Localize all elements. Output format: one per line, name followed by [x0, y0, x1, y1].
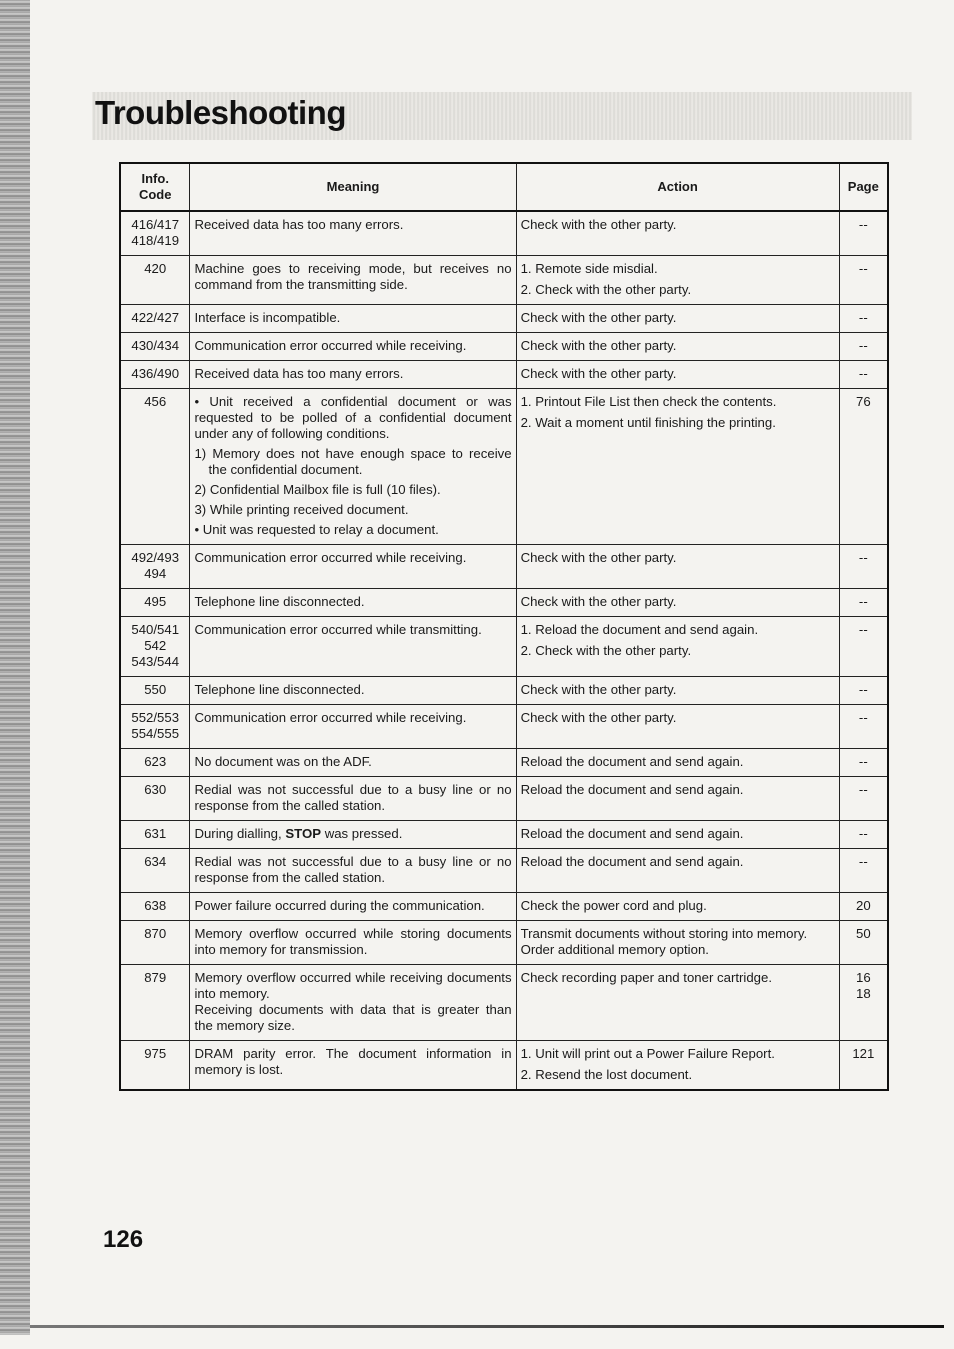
table-row	[120, 305, 888, 333]
table-row	[120, 777, 888, 821]
page-ref: 18	[855, 986, 871, 1001]
action-text: Check with the other party.	[520, 594, 677, 609]
info-code: 456	[144, 394, 167, 409]
meaning-cell	[190, 589, 516, 617]
action-cell	[516, 821, 839, 849]
table-row	[120, 921, 888, 965]
info-code-cell	[120, 705, 190, 749]
info-code: 422/427	[131, 310, 180, 325]
page-ref: 50	[855, 926, 871, 941]
stop-key-label: STOP	[285, 826, 322, 841]
page-ref: 76	[855, 394, 871, 409]
page-ref: --	[858, 366, 868, 381]
table-row	[120, 545, 888, 589]
page-ref: --	[858, 622, 868, 637]
table-row	[120, 677, 888, 705]
action-text: 2. Check with the other party.	[520, 282, 692, 297]
meaning-text: 2) Confidential Mailbox file is full (10 files).	[194, 482, 441, 497]
page-ref: --	[858, 682, 868, 697]
info-code: 550	[144, 682, 167, 697]
page-ref-cell	[839, 705, 888, 749]
page-ref: --	[858, 261, 868, 276]
info-code-cell	[120, 333, 190, 361]
action-text: Check with the other party.	[520, 338, 677, 353]
action-text: Check with the other party.	[520, 366, 677, 381]
info-code-cell	[120, 389, 190, 545]
page-ref-cell	[839, 256, 888, 305]
info-code-cell	[120, 749, 190, 777]
meaning-text-part: was pressed.	[321, 826, 403, 841]
meaning-cell	[190, 893, 516, 921]
action-cell	[516, 893, 839, 921]
table-header-row	[120, 163, 888, 211]
page-ref: --	[858, 754, 868, 769]
action-cell	[516, 589, 839, 617]
action-text: Reload the document and send again.	[520, 782, 744, 797]
meaning-text: Received data has too many errors.	[194, 217, 404, 232]
page-ref: --	[858, 710, 868, 725]
action-text: Reload the document and send again.	[520, 826, 744, 841]
page-ref: --	[858, 310, 868, 325]
action-cell	[516, 211, 839, 256]
action-cell	[516, 677, 839, 705]
meaning-cell	[190, 305, 516, 333]
table-body	[120, 211, 888, 1090]
action-text: Transmit documents without storing into memory.	[520, 926, 808, 941]
meaning-text: Communication error occurred while receiving.	[194, 710, 467, 725]
meaning-cell	[190, 1041, 516, 1091]
page-ref-cell	[839, 389, 888, 545]
meaning-text: Machine goes to receiving mode, but receives no command from the transmitting side.	[194, 261, 512, 292]
page-ref: --	[858, 338, 868, 353]
meaning-cell	[190, 333, 516, 361]
info-code-cell	[120, 849, 190, 893]
meaning-cell	[190, 921, 516, 965]
action-text: Reload the document and send again.	[520, 754, 744, 769]
action-cell	[516, 545, 839, 589]
meaning-text: Communication error occurred while receiving.	[194, 550, 467, 565]
error-code-table	[119, 162, 889, 1091]
info-code-cell	[120, 965, 190, 1041]
page-ref-cell	[839, 211, 888, 256]
meaning-cell	[190, 361, 516, 389]
info-code: 623	[144, 754, 167, 769]
meaning-cell	[190, 545, 516, 589]
action-text: 2. Check with the other party.	[520, 643, 692, 658]
table-row	[120, 1041, 888, 1091]
action-text: Check with the other party.	[520, 310, 677, 325]
meaning-text: Redial was not successful due to a busy line or no response from the called station.	[194, 854, 512, 885]
info-code: 430/434	[131, 338, 180, 353]
page-ref-cell	[839, 589, 888, 617]
meaning-cell	[190, 705, 516, 749]
meaning-text: Communication error occurred while receiving.	[194, 338, 467, 353]
action-cell	[516, 749, 839, 777]
table-row	[120, 705, 888, 749]
page-ref: 20	[855, 898, 871, 913]
action-cell	[516, 777, 839, 821]
action-text: Check recording paper and toner cartridge.	[520, 970, 773, 985]
meaning-text: 3) While printing received document.	[194, 502, 409, 517]
bottom-rule	[30, 1325, 944, 1328]
header-code-label: Code	[138, 187, 172, 202]
action-text: 1. Reload the document and send again.	[520, 622, 759, 637]
action-cell	[516, 705, 839, 749]
action-cell	[516, 921, 839, 965]
page-ref: --	[858, 594, 868, 609]
info-code: 492/493	[131, 550, 180, 565]
page-ref-cell	[839, 849, 888, 893]
info-code-cell	[120, 545, 190, 589]
action-text: Check with the other party.	[520, 710, 677, 725]
info-code: 879	[144, 970, 167, 985]
meaning-text	[194, 826, 511, 842]
meaning-cell	[190, 389, 516, 545]
meaning-text: 1) Memory does not have enough space to receive the confidential document.	[194, 446, 512, 477]
table-row	[120, 849, 888, 893]
action-cell	[516, 1041, 839, 1091]
table-row	[120, 211, 888, 256]
table-row	[120, 821, 888, 849]
meaning-cell	[190, 677, 516, 705]
info-code: 554/555	[131, 726, 180, 741]
page-ref: --	[858, 550, 868, 565]
info-code-cell	[120, 921, 190, 965]
info-code: 543/544	[131, 654, 180, 669]
meaning-text: • Unit received a confidential document or was requested to be polled of a confidential document under any of following conditions.	[194, 394, 512, 441]
action-text: 1. Remote side misdial.	[520, 261, 658, 276]
table-row	[120, 389, 888, 545]
page-ref-cell	[839, 1041, 888, 1091]
action-text: 2. Wait a moment until finishing the printing.	[520, 415, 776, 430]
info-code-cell	[120, 617, 190, 677]
action-cell	[516, 617, 839, 677]
header-meaning: Meaning	[190, 163, 516, 211]
info-code-cell	[120, 777, 190, 821]
header-info-code	[120, 163, 190, 211]
action-cell	[516, 965, 839, 1041]
info-code: 552/553	[131, 710, 180, 725]
page-ref-cell	[839, 921, 888, 965]
meaning-text: DRAM parity error. The document information in memory is lost.	[194, 1046, 512, 1077]
page-ref-cell	[839, 333, 888, 361]
table-row	[120, 893, 888, 921]
page-ref-cell	[839, 965, 888, 1041]
meaning-text: Memory overflow occurred while storing documents into memory for transmission.	[194, 926, 512, 957]
page-ref: --	[858, 782, 868, 797]
info-code-cell	[120, 361, 190, 389]
info-code: 638	[144, 898, 167, 913]
meaning-text: • Unit was requested to relay a document.	[194, 522, 439, 537]
table-row	[120, 589, 888, 617]
info-code-cell	[120, 589, 190, 617]
meaning-text: Communication error occurred while transmitting.	[194, 622, 482, 637]
page-ref: 121	[852, 1046, 875, 1061]
meaning-text: Received data has too many errors.	[194, 366, 404, 381]
info-code: 416/417	[131, 217, 180, 232]
info-code-cell	[120, 305, 190, 333]
page-ref: --	[858, 826, 868, 841]
table-row	[120, 617, 888, 677]
meaning-text-part: During dialling,	[194, 826, 286, 841]
action-cell	[516, 361, 839, 389]
page-ref-cell	[839, 361, 888, 389]
info-code: 870	[144, 926, 167, 941]
info-code: 634	[144, 854, 167, 869]
table-row	[120, 965, 888, 1041]
action-text: 2. Resend the lost document.	[520, 1067, 693, 1082]
meaning-text: No document was on the ADF.	[194, 754, 372, 769]
action-text: Check the power cord and plug.	[520, 898, 707, 913]
scanned-binding-edge	[0, 0, 30, 1335]
error-code-table-wrapper	[119, 162, 889, 1091]
meaning-text: Redial was not successful due to a busy line or no response from the called station.	[194, 782, 512, 813]
meaning-text: Memory overflow occurred while receiving documents into memory.	[194, 970, 512, 1001]
page-ref-cell	[839, 305, 888, 333]
meaning-text: Telephone line disconnected.	[194, 594, 365, 609]
meaning-cell	[190, 211, 516, 256]
page-ref-cell	[839, 545, 888, 589]
action-text: Check with the other party.	[520, 550, 677, 565]
meaning-cell	[190, 821, 516, 849]
action-text: 1. Printout File List then check the contents.	[520, 394, 777, 409]
action-cell	[516, 849, 839, 893]
info-code-cell	[120, 893, 190, 921]
page-ref-cell	[839, 821, 888, 849]
info-code: 436/490	[131, 366, 180, 381]
page-ref: --	[858, 217, 868, 232]
meaning-text: Telephone line disconnected.	[194, 682, 365, 697]
header-info-label: Info.	[141, 171, 169, 186]
info-code-cell	[120, 821, 190, 849]
info-code-cell	[120, 677, 190, 705]
meaning-text: Receiving documents with data that is greater than the memory size.	[194, 1002, 512, 1033]
header-action: Action	[516, 163, 839, 211]
page-title: Troubleshooting	[95, 94, 346, 131]
info-code: 975	[144, 1046, 167, 1061]
meaning-cell	[190, 749, 516, 777]
action-text: Check with the other party.	[520, 682, 677, 697]
info-code-cell	[120, 1041, 190, 1091]
info-code-cell	[120, 211, 190, 256]
page-ref-cell	[839, 777, 888, 821]
action-cell	[516, 305, 839, 333]
page-ref: --	[858, 854, 868, 869]
info-code: 495	[144, 594, 167, 609]
meaning-cell	[190, 849, 516, 893]
action-text: Reload the document and send again.	[520, 854, 744, 869]
info-code: 540/541	[131, 622, 180, 637]
action-cell	[516, 389, 839, 545]
page-number: 126	[103, 1226, 144, 1253]
meaning-text: Interface is incompatible.	[194, 310, 341, 325]
page-ref-cell	[839, 749, 888, 777]
action-text: Check with the other party.	[520, 217, 677, 232]
action-cell	[516, 256, 839, 305]
action-text: 1. Unit will print out a Power Failure Report.	[520, 1046, 775, 1061]
table-row	[120, 749, 888, 777]
page-ref-cell	[839, 893, 888, 921]
table-row	[120, 361, 888, 389]
info-code: 542	[144, 638, 167, 653]
meaning-cell	[190, 965, 516, 1041]
meaning-cell	[190, 617, 516, 677]
page-ref-cell	[839, 677, 888, 705]
info-code: 420	[144, 261, 167, 276]
page-ref-cell	[839, 617, 888, 677]
info-code: 494	[144, 566, 167, 581]
table-row	[120, 256, 888, 305]
info-code: 418/419	[131, 233, 180, 248]
meaning-cell	[190, 256, 516, 305]
action-text: Order additional memory option.	[520, 942, 709, 957]
page-ref: 16	[855, 970, 871, 985]
action-cell	[516, 333, 839, 361]
info-code: 631	[144, 826, 167, 841]
meaning-text: Power failure occurred during the communication.	[194, 898, 485, 913]
info-code-cell	[120, 256, 190, 305]
meaning-cell	[190, 777, 516, 821]
table-row	[120, 333, 888, 361]
header-page: Page	[839, 163, 888, 211]
info-code: 630	[144, 782, 167, 797]
